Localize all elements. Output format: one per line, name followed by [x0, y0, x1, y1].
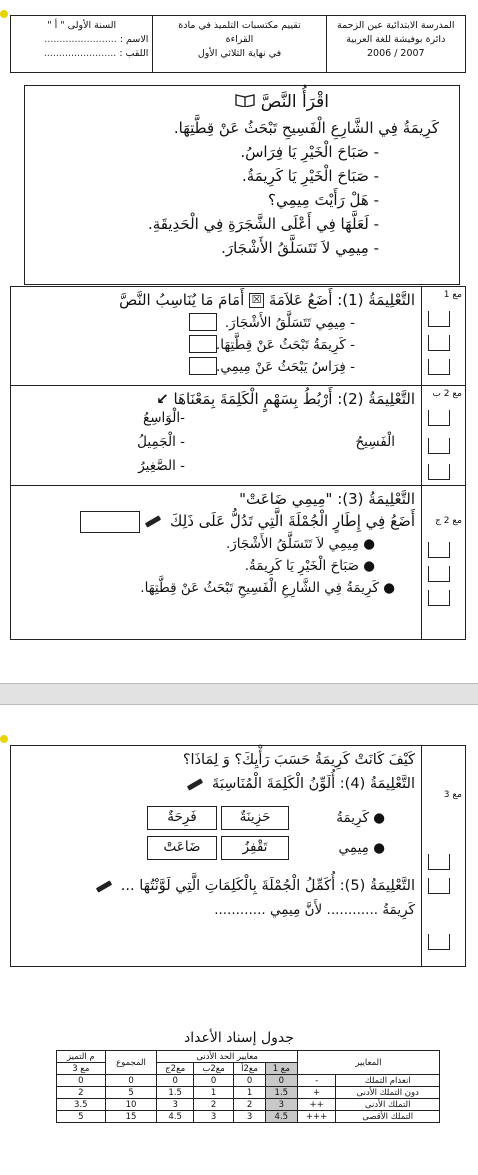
completion-sentence[interactable]: كَرِيمَةُ ............ لأَنَّ مِيمِي ............ [214, 902, 415, 918]
instruction-1 [15, 289, 415, 311]
score-box[interactable] [428, 359, 450, 375]
class-label: السنة الأولى " أ " [47, 20, 117, 31]
row-label-text: مِيمِي [338, 840, 369, 856]
column-header: مع 1 [265, 1063, 297, 1075]
table-row [57, 1111, 440, 1123]
column-header: مع2أ [234, 1063, 265, 1075]
title-line-3: في نهاية الثلاثي الأول [197, 48, 282, 59]
reading-title [35, 92, 449, 112]
score-box[interactable] [428, 590, 450, 606]
checkbox-icon: ☒ [249, 293, 264, 308]
arrow-icon: ↙ [156, 390, 169, 408]
instruction-text: التَّعْلِيمَةُ (2): أَرْبُطُ بِسَهْمٍ الْكَلِمَةَ بِمَعْنَاهَا [173, 390, 415, 408]
choice-item: - كَرِيمَةُ تَبْحَثُ عَنْ قِطَّتِهَا. [215, 337, 355, 353]
table-cell: 3 [157, 1099, 193, 1111]
choice-checkbox[interactable] [189, 335, 217, 353]
grade-table [56, 1050, 440, 1123]
instruction-4 [15, 772, 415, 796]
table-cell: 10 [105, 1099, 157, 1111]
exercise-body [15, 289, 415, 385]
exercise-3 [10, 486, 466, 640]
score-box[interactable] [428, 335, 450, 351]
row-label: ● كَرِيمَةُ [336, 810, 385, 826]
instruction-5 [15, 874, 415, 898]
assessment-title [152, 16, 325, 72]
worksheet-header [10, 15, 466, 73]
word-option[interactable]: ضَاعَتْ [147, 836, 217, 860]
score-box[interactable] [428, 311, 450, 327]
exercise-1 [10, 286, 466, 386]
reading-line: - هَلْ رَأَيْتَ مِيمِي؟ [268, 191, 379, 209]
title-line-2: القراءة [225, 34, 254, 45]
table-cell: 0 [105, 1075, 157, 1087]
row-label: ● مِيمِي [338, 840, 385, 856]
reading-line: كَرِيمَةُ فِي الشَّارِعِ الْفَسِيحِ تَبْحَثُ عَنْ قِطَّتِهَا. [173, 119, 439, 137]
table-cell: 0 [193, 1075, 233, 1087]
score-column [421, 386, 465, 485]
excellence-header: م التميز [57, 1051, 106, 1063]
reading-line: - صَبَاحَ الْخَيْرِ يَا كَرِيمَةُ. [241, 167, 379, 185]
sentence-option[interactable]: ● كَرِيمَةُ فِي الشَّارِعِ الْفَسِيحِ تَبْحَثُ عَنْ قِطَّتِهَا. [140, 579, 395, 596]
reading-line: - لَعَلَّهَا فِي أَعْلَى الشَّجَرَةِ فِي الْحَدِيقَةِ. [147, 215, 379, 233]
row-mark: +++ [297, 1111, 336, 1123]
criterion-code: مع 1 [443, 290, 462, 300]
table-cell: 3.5 [57, 1099, 106, 1111]
match-meaning[interactable]: - الْجَمِيلُ [137, 434, 185, 450]
school-info [326, 16, 465, 72]
instruction-3: التَّعْلِيمَةُ (3): "مِيمِي ضَاعَتْ" [239, 490, 415, 508]
table-cell: 3 [265, 1099, 297, 1111]
score-box[interactable] [428, 438, 450, 454]
district-name: دائرة بوفيشة للغة العربية [346, 34, 446, 45]
school-name: المدرسة الابتدائية عين الزحمة [337, 20, 455, 31]
row-label-text: كَرِيمَةُ [336, 810, 369, 826]
column-header: مع2ج [157, 1063, 193, 1075]
reading-title-text: اقْرَأُ النَّصَّ [260, 92, 329, 112]
criterion-code: مع 2 ب [432, 389, 462, 399]
reading-line: - صَبَاحَ الْخَيْرِ يَا فِرَاسُ. [240, 143, 379, 161]
column-header: مع 3 [57, 1063, 106, 1075]
choice-checkbox[interactable] [189, 313, 217, 331]
answer-frame[interactable] [80, 511, 140, 533]
total-header: المجموع [105, 1051, 157, 1075]
criteria-header: المعايير [297, 1051, 439, 1075]
score-column [421, 287, 465, 385]
surname-field[interactable]: ........................ [43, 48, 117, 59]
score-box[interactable] [428, 934, 450, 950]
exercise-body [15, 748, 415, 966]
table-cell: 4.5 [265, 1111, 297, 1123]
table-cell: 0 [157, 1075, 193, 1087]
row-label: التملك الأدنى [336, 1099, 440, 1111]
name-label: الاسم : [119, 34, 149, 45]
table-row [57, 1099, 440, 1111]
exercise-body [15, 488, 415, 639]
instruction-text: التَّعْلِيمَةُ (4): أُلَوِّنُ الْكَلِمَةَ الْمُنَاسِبَةَ [212, 776, 415, 792]
score-box[interactable] [428, 542, 450, 558]
table-cell: 1 [234, 1087, 265, 1099]
exercise-body [15, 388, 415, 485]
row-label: التملك الأقصى [336, 1111, 440, 1123]
table-cell: 5 [57, 1111, 106, 1123]
table-cell: 5 [105, 1087, 157, 1099]
pencil-icon [187, 778, 203, 790]
table-cell: 1 [193, 1087, 233, 1099]
criterion-code: مع 3 [443, 790, 462, 800]
reading-passage [24, 85, 460, 285]
word-row-1 [15, 804, 415, 834]
instruction-text: التَّعْلِيمَةُ (1): أَضَعُ عَلاَمَةَ [268, 291, 415, 309]
pencil-icon [96, 880, 112, 892]
instruction-2 [15, 388, 415, 410]
table-cell: 2 [193, 1099, 233, 1111]
match-meaning[interactable]: - الصَّغِيرُ [138, 458, 185, 474]
clip-icon [0, 10, 8, 18]
sentence-text: كَرِيمَةُ فِي الشَّارِعِ الْفَسِيحِ تَبْحَثُ عَنْ قِطَّتِهَا. [140, 579, 379, 596]
row-label: انعدام التملك [336, 1075, 440, 1087]
instruction-text: أَضَعُ فِي إِطَارٍ الْجُمْلَةَ الَّتِي تَدُلُّ عَلَى ذَلِكَ [170, 512, 415, 530]
table-cell: 0 [57, 1075, 106, 1087]
table-row [57, 1075, 440, 1087]
matching-area [15, 410, 415, 482]
score-column [421, 746, 465, 966]
exercise-4-5 [10, 745, 466, 967]
name-field[interactable]: ........................ [44, 34, 117, 45]
grade-table-title: جدول إسناد الأعداد [184, 1030, 294, 1046]
student-info [11, 16, 152, 72]
sentence-text: صَبَاحَ الْخَيْرِ يَا كَرِيمَةُ. [244, 557, 359, 574]
page-separator [0, 683, 478, 705]
row-mark: ++ [297, 1099, 336, 1111]
table-cell: 3 [193, 1111, 233, 1123]
reading-line: - مِيمِي لاَ تَتَسَلَّقُ الأَشْجَارَ. [221, 239, 379, 257]
column-header: مع2ب [193, 1063, 233, 1075]
open-question: كَيْفَ كَانَتْ كَرِيمَةُ حَسَبَ رَأْيِكَ؟ وَ لِمَاذَا؟ [182, 752, 415, 768]
score-box[interactable] [428, 566, 450, 582]
choice-checkbox[interactable] [189, 357, 217, 375]
row-label: دون التملك الأدنى [336, 1087, 440, 1099]
sentence-option[interactable]: ● مِيمِي لاَ تَتَسَلَّقُ الأَشْجَارَ. [225, 535, 375, 552]
surname-label: اللقب : [119, 48, 149, 59]
clip-icon [0, 735, 8, 743]
table-cell: 2 [57, 1087, 106, 1099]
table-cell: 0 [234, 1075, 265, 1087]
pencil-icon [145, 515, 161, 527]
choice-item: - مِيمِي تَتَسَلَّقُ الأَشْجَارَ. [224, 315, 355, 331]
score-box[interactable] [428, 854, 450, 870]
table-row [57, 1087, 440, 1099]
row-mark: - [297, 1075, 336, 1087]
title-line-1: تقييم مكتسبات التلميذ في مادة [178, 20, 301, 31]
match-meaning[interactable]: -الْوَاسِعُ [143, 410, 185, 426]
word-option[interactable]: فَرِحَةٌ [147, 806, 217, 830]
table-cell: 1.5 [265, 1087, 297, 1099]
table-cell: 0 [265, 1075, 297, 1087]
word-option[interactable]: تَقْفِزُ [221, 836, 289, 860]
school-year: 2007 / 2006 [366, 48, 425, 59]
table-cell: 2 [234, 1099, 265, 1111]
table-cell: 15 [105, 1111, 157, 1123]
table-cell: 4.5 [157, 1111, 193, 1123]
table-cell: 3 [234, 1111, 265, 1123]
score-box[interactable] [428, 464, 450, 480]
choice-item: - فِرَاسُ يَبْحَثُ عَنْ مِيمِي. [216, 359, 355, 375]
sentence-text: مِيمِي لاَ تَتَسَلَّقُ الأَشْجَارَ. [225, 535, 359, 552]
min-criteria-header: معايير الحد الأدنى [157, 1051, 297, 1063]
row-mark: + [297, 1087, 336, 1099]
instruction-3-line-2 [15, 510, 415, 533]
open-book-icon [235, 92, 255, 112]
word-option[interactable]: حَزِينَةٌ [221, 806, 289, 830]
criterion-code: مع 2 ج [435, 516, 462, 526]
word-row-2 [15, 834, 415, 864]
sentence-option[interactable]: ● صَبَاحَ الْخَيْرِ يَا كَرِيمَةُ. [244, 557, 375, 574]
table-cell: 1.5 [157, 1087, 193, 1099]
score-box[interactable] [428, 878, 450, 894]
exercise-2 [10, 386, 466, 486]
instruction-text: التَّعْلِيمَةُ (5): أُكَمِّلُ الْجُمْلَةَ بِالْكَلِمَاتِ الَّتِي لَوَّنْتُهَا ... [120, 878, 415, 894]
score-box[interactable] [428, 410, 450, 426]
match-word[interactable]: الْفَسِيحُ [355, 434, 395, 450]
score-column [421, 486, 465, 639]
instruction-text-tail: أَمَامَ مَا يُنَاسِبُ النَّصَّ [119, 291, 245, 309]
